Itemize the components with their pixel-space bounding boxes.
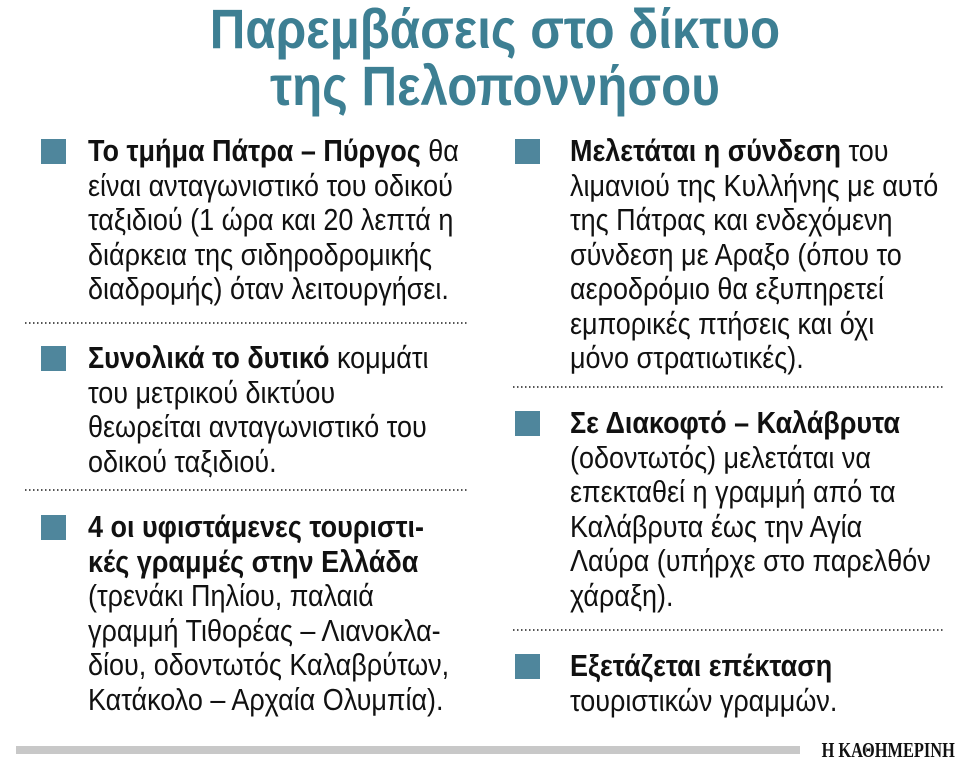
body-text: σύνδεση με Αραξο (όπου το — [570, 236, 902, 272]
square-bullet-icon — [515, 654, 540, 679]
body-text: είναι ανταγωνιστικό του οδικού — [88, 167, 453, 203]
text-line — [570, 649, 837, 684]
body-text: δίου, οδοντωτός Καλαβρύτων, — [88, 647, 450, 682]
title-line-2: της Πελοποννήσου — [270, 54, 720, 117]
text-line — [570, 579, 931, 614]
text-line — [570, 510, 931, 545]
square-bullet-icon — [41, 139, 66, 164]
item-text — [88, 134, 459, 307]
text-line — [88, 238, 459, 273]
body-text: αεροδρόμιο θα εξυπηρετεί — [570, 271, 884, 306]
bullet-item — [88, 134, 468, 307]
dotted-divider — [513, 629, 945, 631]
highlight-text: Μελετάται η σύνδεση — [570, 133, 841, 168]
text-line — [88, 579, 449, 614]
text-line — [88, 134, 459, 169]
text-line — [88, 614, 449, 649]
right-column — [480, 0, 960, 768]
text-line — [88, 445, 428, 480]
item-text — [88, 341, 428, 479]
text-line — [570, 307, 938, 342]
body-text: Κατάκολο – Αρχαία Ολυμπία). — [88, 681, 444, 717]
text-line — [570, 341, 938, 376]
body-text: του μετρικού δικτύου — [88, 374, 336, 410]
text-line — [88, 272, 459, 307]
bullet-item — [88, 341, 468, 479]
text-line — [88, 683, 449, 718]
highlight-text: 4 οι υφιστάμενες τουριστι- — [88, 509, 424, 544]
text-line — [88, 341, 428, 376]
text-line — [570, 406, 931, 441]
bullet-item — [570, 406, 940, 613]
dotted-divider — [25, 322, 467, 324]
highlight-text: κές γραμμές στην Ελλάδα — [88, 543, 419, 579]
body-text: διάρκεια της σιδηροδρομικής — [88, 236, 433, 272]
kathimerini-logo: Η ΚΑΘΗΜΕΡΙΝΗ — [821, 738, 955, 762]
body-text: Λαύρα (υπήρχε στο παρελθόν — [570, 543, 931, 578]
dotted-divider — [513, 386, 945, 388]
bullet-item — [88, 510, 468, 717]
body-text: του — [848, 133, 889, 168]
body-text: χάραξη). — [570, 577, 674, 613]
bullet-item — [570, 649, 940, 718]
dotted-divider — [25, 489, 467, 491]
text-line — [570, 169, 938, 204]
text-line — [570, 238, 938, 273]
body-text: θα — [428, 133, 459, 168]
body-text: οδικού ταξιδιού. — [88, 443, 277, 479]
body-text: κομμάτι — [337, 340, 429, 375]
text-line — [570, 203, 938, 238]
highlight-text: Συνολικά το δυτικό — [88, 340, 330, 375]
text-line — [88, 648, 449, 683]
body-text: εμπορικές πτήσεις και όχι — [570, 305, 875, 341]
square-bullet-icon — [515, 139, 540, 164]
item-text — [570, 134, 938, 376]
text-line — [88, 203, 459, 238]
item-text — [570, 649, 837, 718]
body-text: γραμμή Τιθορέας – Λιανοκλα- — [88, 612, 441, 648]
body-text: επεκταθεί η γραμμή από τα — [570, 474, 896, 509]
text-line — [88, 545, 449, 580]
body-text: ταξιδιού (1 ώρα και 20 λεπτά η — [88, 202, 454, 237]
body-text: της Πάτρας και ενδεχόμενη — [570, 202, 893, 237]
square-bullet-icon — [41, 515, 66, 540]
item-text — [88, 510, 449, 717]
body-text: μόνο στρατιωτικές). — [570, 340, 804, 375]
body-text: θεωρείται ανταγωνιστικό του — [88, 409, 427, 444]
body-text: τουριστικών γραμμών. — [570, 682, 838, 718]
text-line — [88, 510, 449, 545]
text-line — [570, 134, 938, 169]
body-text: Καλάβρυτα έως την Αγία — [570, 508, 863, 544]
text-line — [570, 544, 931, 579]
text-line — [88, 169, 459, 204]
bullet-item — [570, 134, 940, 376]
text-line — [88, 410, 428, 445]
square-bullet-icon — [515, 411, 540, 436]
text-line — [570, 475, 931, 510]
body-text: (οδοντωτός) μελετάται να — [570, 439, 871, 475]
highlight-text: Εξετάζεται επέκταση — [570, 648, 833, 683]
text-line — [570, 272, 938, 307]
body-text: (τρενάκι Πηλίου, παλαιά — [88, 578, 374, 613]
text-line — [570, 441, 931, 476]
body-text: διαδρομής) όταν λειτουργήσει. — [88, 271, 449, 306]
title-line-1: Παρεμβάσεις στο δίκτυο — [209, 0, 781, 60]
text-line — [88, 376, 428, 411]
body-text: λιμανιού της Κυλλήνης με αυτό — [570, 167, 939, 203]
square-bullet-icon — [41, 346, 66, 371]
highlight-text: Σε Διακοφτό – Καλάβρυτα — [570, 405, 900, 440]
highlight-text: Το τμήμα Πάτρα – Πύργος — [88, 133, 421, 168]
footer-rule — [16, 746, 800, 754]
item-text — [570, 406, 931, 613]
text-line — [570, 684, 837, 719]
